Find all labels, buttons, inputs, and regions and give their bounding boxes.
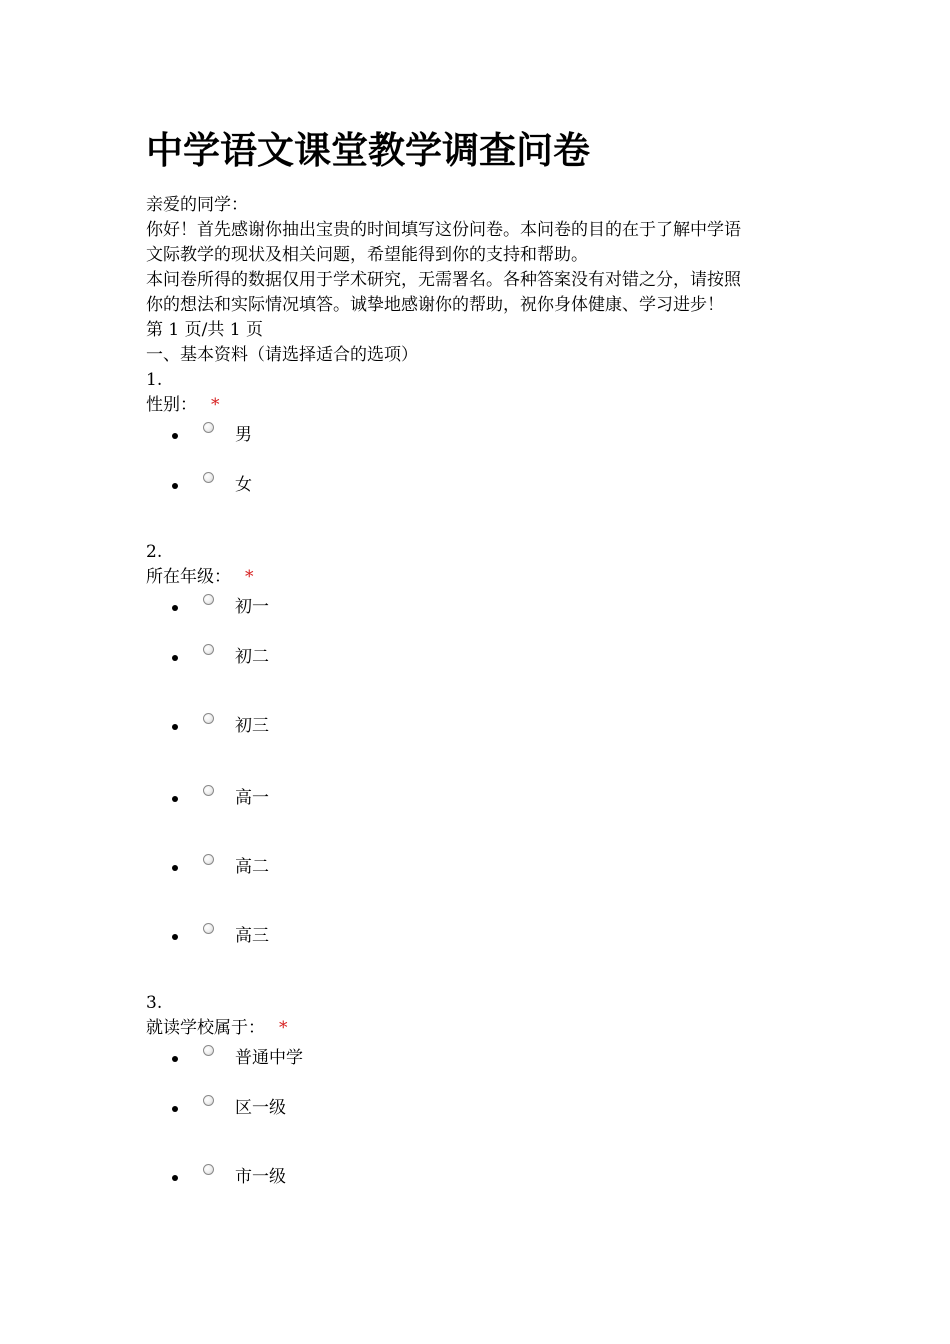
radio-button[interactable] bbox=[203, 1045, 214, 1056]
question-number: 1. bbox=[146, 370, 163, 390]
required-asterisk: * bbox=[245, 567, 254, 587]
radio-button[interactable] bbox=[203, 854, 214, 865]
question-text: 所在年级： bbox=[146, 567, 231, 587]
list-bullet bbox=[172, 433, 178, 439]
question-number: 3. bbox=[146, 993, 163, 1013]
required-asterisk: * bbox=[211, 395, 220, 415]
question-number: 2. bbox=[146, 542, 163, 562]
list-bullet bbox=[172, 605, 178, 611]
option-label[interactable]: 高三 bbox=[235, 926, 269, 946]
radio-button[interactable] bbox=[203, 594, 214, 605]
list-bullet bbox=[172, 1106, 178, 1112]
question-label bbox=[146, 565, 254, 589]
list-bullet bbox=[172, 1056, 178, 1062]
radio-button[interactable] bbox=[203, 422, 214, 433]
radio-button[interactable] bbox=[203, 644, 214, 655]
radio-button[interactable] bbox=[203, 923, 214, 934]
option-label[interactable]: 初二 bbox=[235, 647, 269, 667]
radio-button[interactable] bbox=[203, 713, 214, 724]
list-bullet bbox=[172, 655, 178, 661]
intro-greeting: 亲爱的同学： bbox=[146, 195, 248, 215]
intro-paragraph-2-line-2: 你的想法和实际情况填答。诚挚地感谢你的帮助，祝你身体健康、学习进步！ bbox=[146, 295, 724, 315]
list-bullet bbox=[172, 1175, 178, 1181]
option-label[interactable]: 区一级 bbox=[235, 1098, 286, 1118]
question-label bbox=[146, 393, 220, 417]
intro-paragraph-1-line-1: 你好！首先感谢你抽出宝贵的时间填写这份问卷。本问卷的目的在于了解中学语 bbox=[146, 220, 741, 240]
radio-button[interactable] bbox=[203, 785, 214, 796]
page-indicator: 第 1 页/共 1 页 bbox=[146, 320, 263, 340]
list-bullet bbox=[172, 796, 178, 802]
option-label[interactable]: 女 bbox=[235, 475, 252, 495]
option-label[interactable]: 男 bbox=[235, 425, 252, 445]
question-text: 就读学校属于： bbox=[146, 1018, 265, 1038]
page-title: 中学语文课堂教学调查问卷 bbox=[146, 129, 590, 172]
option-label[interactable]: 普通中学 bbox=[235, 1048, 303, 1068]
question-text: 性别： bbox=[146, 395, 197, 415]
option-label[interactable]: 高一 bbox=[235, 788, 269, 808]
radio-button[interactable] bbox=[203, 1095, 214, 1106]
radio-button[interactable] bbox=[203, 472, 214, 483]
option-label[interactable]: 初一 bbox=[235, 597, 269, 617]
required-asterisk: * bbox=[279, 1018, 288, 1038]
question-label bbox=[146, 1016, 288, 1040]
list-bullet bbox=[172, 934, 178, 940]
list-bullet bbox=[172, 724, 178, 730]
intro-paragraph-1-line-2: 文际教学的现状及相关问题，希望能得到你的支持和帮助。 bbox=[146, 245, 588, 265]
section-title: 一、基本资料（请选择适合的选项） bbox=[146, 345, 418, 365]
radio-button[interactable] bbox=[203, 1164, 214, 1175]
list-bullet bbox=[172, 865, 178, 871]
list-bullet bbox=[172, 483, 178, 489]
option-label[interactable]: 高二 bbox=[235, 857, 269, 877]
option-label[interactable]: 市一级 bbox=[235, 1167, 286, 1187]
intro-paragraph-2-line-1: 本问卷所得的数据仅用于学术研究，无需署名。各种答案没有对错之分，请按照 bbox=[146, 270, 741, 290]
option-label[interactable]: 初三 bbox=[235, 716, 269, 736]
